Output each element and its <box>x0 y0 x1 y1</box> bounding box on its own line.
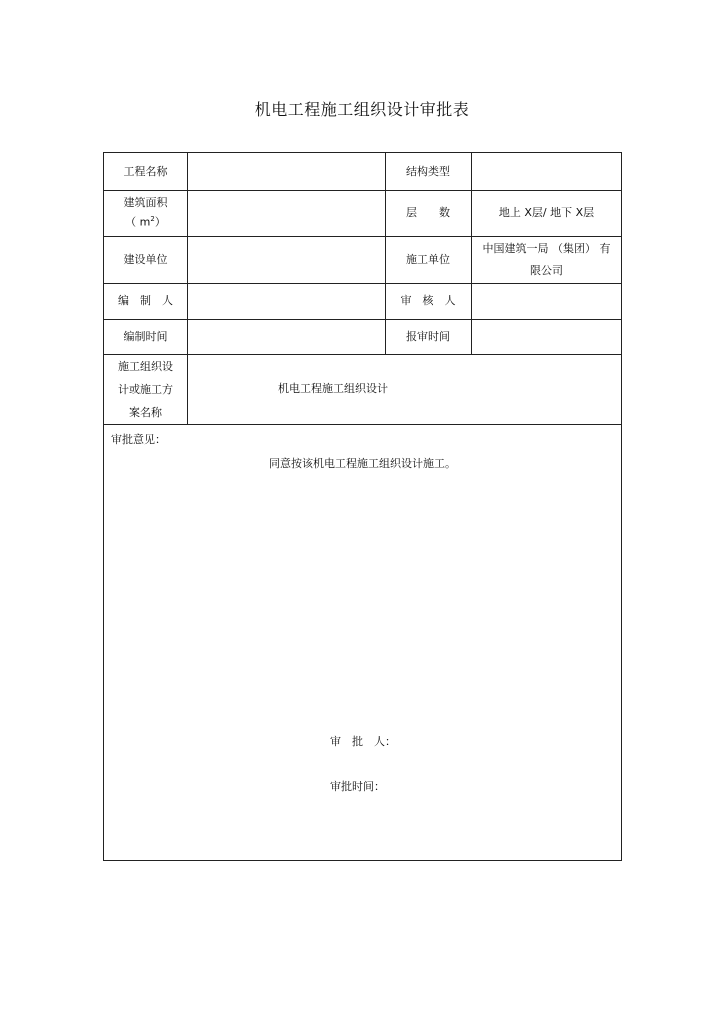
approval-form <box>103 152 622 861</box>
approve-time-label: 审批时间： <box>330 780 385 793</box>
prepared-by-field[interactable] <box>187 283 385 319</box>
plan-name-label-line2: 计或施工方 <box>118 382 173 396</box>
client-unit-field[interactable] <box>187 236 385 283</box>
opinion-label: 审批意见： <box>111 433 166 446</box>
unit-open: （ m <box>125 215 151 229</box>
plan-name-label-line1: 施工组织设 <box>118 359 173 373</box>
floors-label: 层 数 <box>406 206 450 219</box>
reviewed-by-field[interactable] <box>471 283 622 319</box>
client-unit-label: 建设单位 <box>123 252 168 266</box>
building-area-label <box>104 190 187 236</box>
opinion-text[interactable]: 同意按该机电工程施工组织设计施工。 <box>269 457 456 470</box>
submitted-time-label: 报审时间 <box>406 329 450 343</box>
submitted-time-field[interactable] <box>471 319 622 354</box>
construction-unit-line1: 中国建筑一局 （集团） 有 <box>482 241 611 255</box>
building-area-label-line1: 建筑面积 <box>123 196 168 210</box>
form-title: 机电工程施工组织设计审批表 <box>254 100 470 119</box>
plan-name-label <box>104 354 187 424</box>
plan-name-label-line3: 案名称 <box>129 405 162 419</box>
structure-type-label: 结构类型 <box>406 164 450 178</box>
prepared-by-label: 编 制 人 <box>118 294 173 307</box>
unit-close: ） <box>154 215 166 229</box>
building-area-field[interactable] <box>187 190 385 236</box>
reviewed-by-label: 审 核 人 <box>400 294 456 307</box>
plan-name-field[interactable]: 机电工程施工组织设计 <box>278 382 388 395</box>
structure-type-field[interactable] <box>471 153 622 190</box>
project-name-label: 工程名称 <box>123 164 168 178</box>
construction-unit-field[interactable] <box>471 236 622 283</box>
construction-unit-label: 施工单位 <box>406 252 450 266</box>
row-divider <box>104 424 621 425</box>
project-name-field[interactable] <box>187 153 385 190</box>
prepared-time-label: 编制时间 <box>123 329 168 343</box>
construction-unit-line2: 限公司 <box>530 263 563 277</box>
approver-label: 审 批 人： <box>330 735 396 748</box>
prepared-time-field[interactable] <box>187 319 385 354</box>
floors-field[interactable]: 地上 X层/ 地下 X层 <box>498 206 595 219</box>
building-area-unit <box>124 211 168 231</box>
unit-superscript: 2 <box>150 215 155 224</box>
